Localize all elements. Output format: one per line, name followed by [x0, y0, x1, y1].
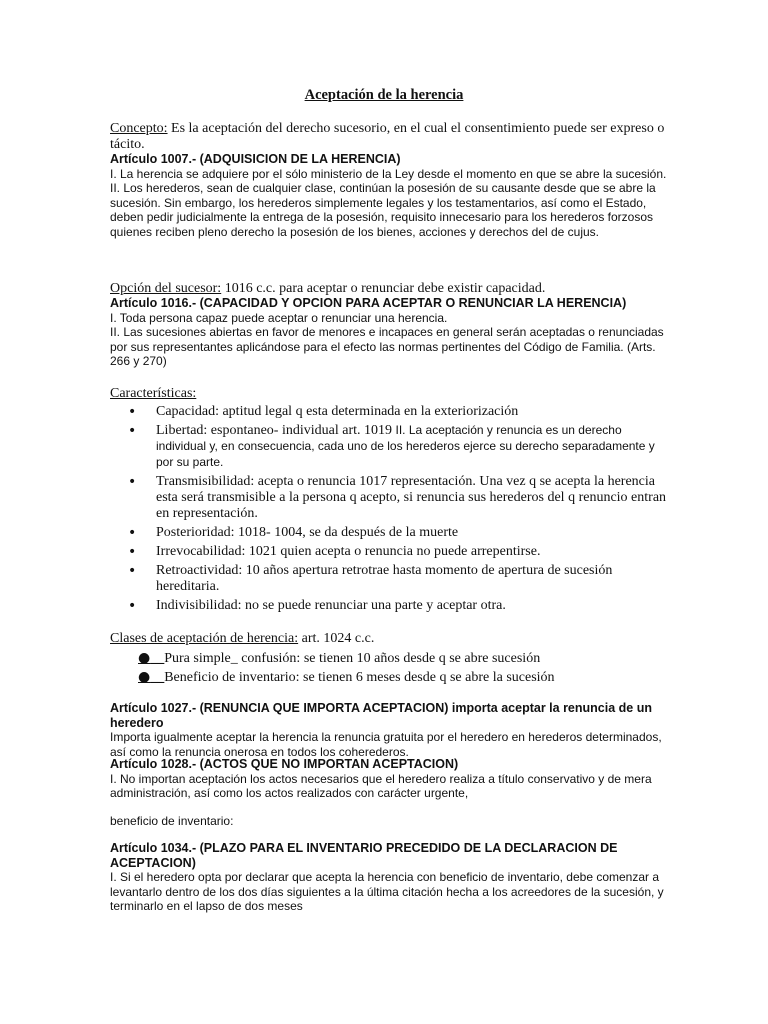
article-1016-heading: Artículo 1016.- (CAPACIDAD Y OPCION PARA ACEPTAR O RENUNCIAR LA HERENCIA)	[110, 296, 627, 310]
article-1034-heading: Artículo 1034.- (PLAZO PARA EL INVENTARIO PRECEDIDO DE LA DECLARACION DE ACEPTACION)	[110, 841, 618, 870]
beneficio-line: beneficio de inventario:	[110, 814, 234, 828]
list-item-subtext: II. La aceptación y renuncia es un derecho individual y, en consecuencia, cada uno de los herederos ejerce su derecho separadamente y por su parte.	[156, 423, 655, 469]
list-item	[128, 598, 668, 614]
list-item-text: Transmisibilidad: acepta o renuncia 1017 representación. Una vez q se acepta la herencia esta será transmisible a la persona q acepto, si renuncia sus herederos del q renuncio entran en representación.	[156, 474, 667, 521]
article-1027-paragraph-1: Importa igualmente aceptar la herencia la renuncia gratuita por el heredero en herederos determinados, así como la renuncia onerosa en todos los coherederos.	[110, 730, 662, 759]
article-1034-paragraph-2: levantarlo dentro de los dos días siguientes a la última citación hecha a los acreedores de la sucesión, y terminarlo en el lapso de dos meses	[110, 884, 664, 914]
bullet-icon: •	[128, 525, 137, 541]
clases-paragraph	[110, 631, 670, 647]
list-item-text: Pura simple_ confusión: se tienen 10 años desde q se abre sucesión	[164, 651, 541, 666]
caracteristicas-label-text: Características:	[110, 386, 197, 401]
article-1034-paragraph-1: I. Si el heredero opta por declarar que acepta la herencia con beneficio de inventario, debe comenzar a	[110, 870, 660, 885]
bullet-underline: __	[150, 651, 165, 666]
caracteristicas-label	[110, 386, 670, 402]
bullet-icon: •	[128, 474, 137, 490]
article-1007-heading: Artículo 1007.- (ADQUISICION DE LA HERENCIA)	[110, 152, 401, 166]
list-item-text: Capacidad: aptitud legal q esta determinada en la exteriorización	[156, 404, 519, 419]
list-item	[138, 650, 668, 667]
article-1028-heading: Artículo 1028.- (ACTOS QUE NO IMPORTAN ACEPTACION)	[110, 757, 459, 771]
caracteristicas-list	[128, 404, 668, 617]
article-1027	[110, 701, 670, 759]
list-item	[128, 404, 668, 420]
list-item	[128, 525, 668, 541]
article-1016	[110, 296, 670, 369]
article-1016-paragraph-2: II. Las sucesiones abiertas en favor de menores e incapaces en general serán aceptadas o renunciadas por sus representantes aplicándose para el efecto las normas pertinentes del Código de Familia. (Arts. 266 y 270)	[110, 325, 664, 369]
opcion-paragraph	[110, 281, 670, 297]
list-item-text: Posterioridad: 1018- 1004, se da después de la muerte	[156, 525, 459, 540]
opcion-text: 1016 c.c. para aceptar o renunciar debe existir capacidad.	[221, 281, 546, 296]
bullet-icon: •	[128, 423, 137, 439]
list-item	[128, 544, 668, 560]
article-1027-heading: Artículo 1027.- (RENUNCIA QUE IMPORTA ACEPTACION) importa aceptar la renuncia de un heredero	[110, 701, 652, 730]
list-item	[128, 563, 668, 595]
list-item	[138, 669, 668, 686]
list-item	[128, 423, 668, 471]
list-item-text: Retroactividad: 10 años apertura retrotrae hasta momento de apertura de sucesión hereditaria.	[156, 563, 613, 594]
bullet-icon: ●	[138, 669, 151, 685]
document-title: Aceptación de la herencia	[304, 87, 464, 103]
article-1007-paragraph-2: II. Los herederos, sean de cualquier clase, continúan la posesión de su causante desde que se abre la sucesión. Sin embargo, los herederos simplemente legales y los testamentarios, así como el Estado, deben pedir judicialmente la entrega de la posesión, requisito innecesario para los herederos forzosos quienes reciben pleno derecho la posesión de los bienes, acciones y derechos del de cujus.	[110, 181, 656, 239]
article-1016-paragraph-1: I. Toda persona capaz puede aceptar o renunciar una herencia.	[110, 310, 448, 325]
article-1007-paragraph-1: I. La herencia se adquiere por el sólo ministerio de la Ley desde el momento en que se abre la sucesión.	[110, 166, 667, 181]
clases-label: Clases de aceptación de herencia:	[110, 631, 299, 646]
concepto-paragraph	[110, 121, 670, 153]
list-item-text: Irrevocabilidad: 1021 quien acepta o renuncia no puede arrepentirse.	[156, 544, 541, 559]
list-item-text: Libertad: espontaneo- individual art. 1019	[156, 423, 396, 438]
article-1028-paragraph-1: I. No importan aceptación los actos necesarios que el heredero realiza a título conservativo y de mera administración, así como los actos realizados con carácter urgente,	[110, 771, 652, 801]
bullet-icon: •	[128, 563, 137, 579]
bullet-underline: __	[150, 670, 165, 685]
list-item-text: Beneficio de inventario: se tienen 6 meses desde q se abre la sucesión	[164, 670, 555, 685]
list-item	[128, 474, 668, 522]
bullet-icon: ●	[138, 650, 151, 666]
article-1034	[110, 841, 670, 914]
bullet-icon: •	[128, 598, 137, 614]
clases-text: art. 1024 c.c.	[298, 631, 375, 646]
opcion-label: Opción del sucesor:	[110, 281, 222, 296]
bullet-icon: •	[128, 404, 137, 420]
concepto-label: Concepto:	[110, 121, 168, 136]
article-1007	[110, 152, 670, 240]
concepto-text: Es la aceptación del derecho sucesorio, en el cual el consentimiento puede ser expreso o tácito.	[110, 121, 665, 152]
list-item-text: Indivisibilidad: no se puede renunciar una parte y aceptar otra.	[156, 598, 506, 613]
bullet-icon: •	[128, 544, 137, 560]
article-1028	[110, 757, 670, 801]
